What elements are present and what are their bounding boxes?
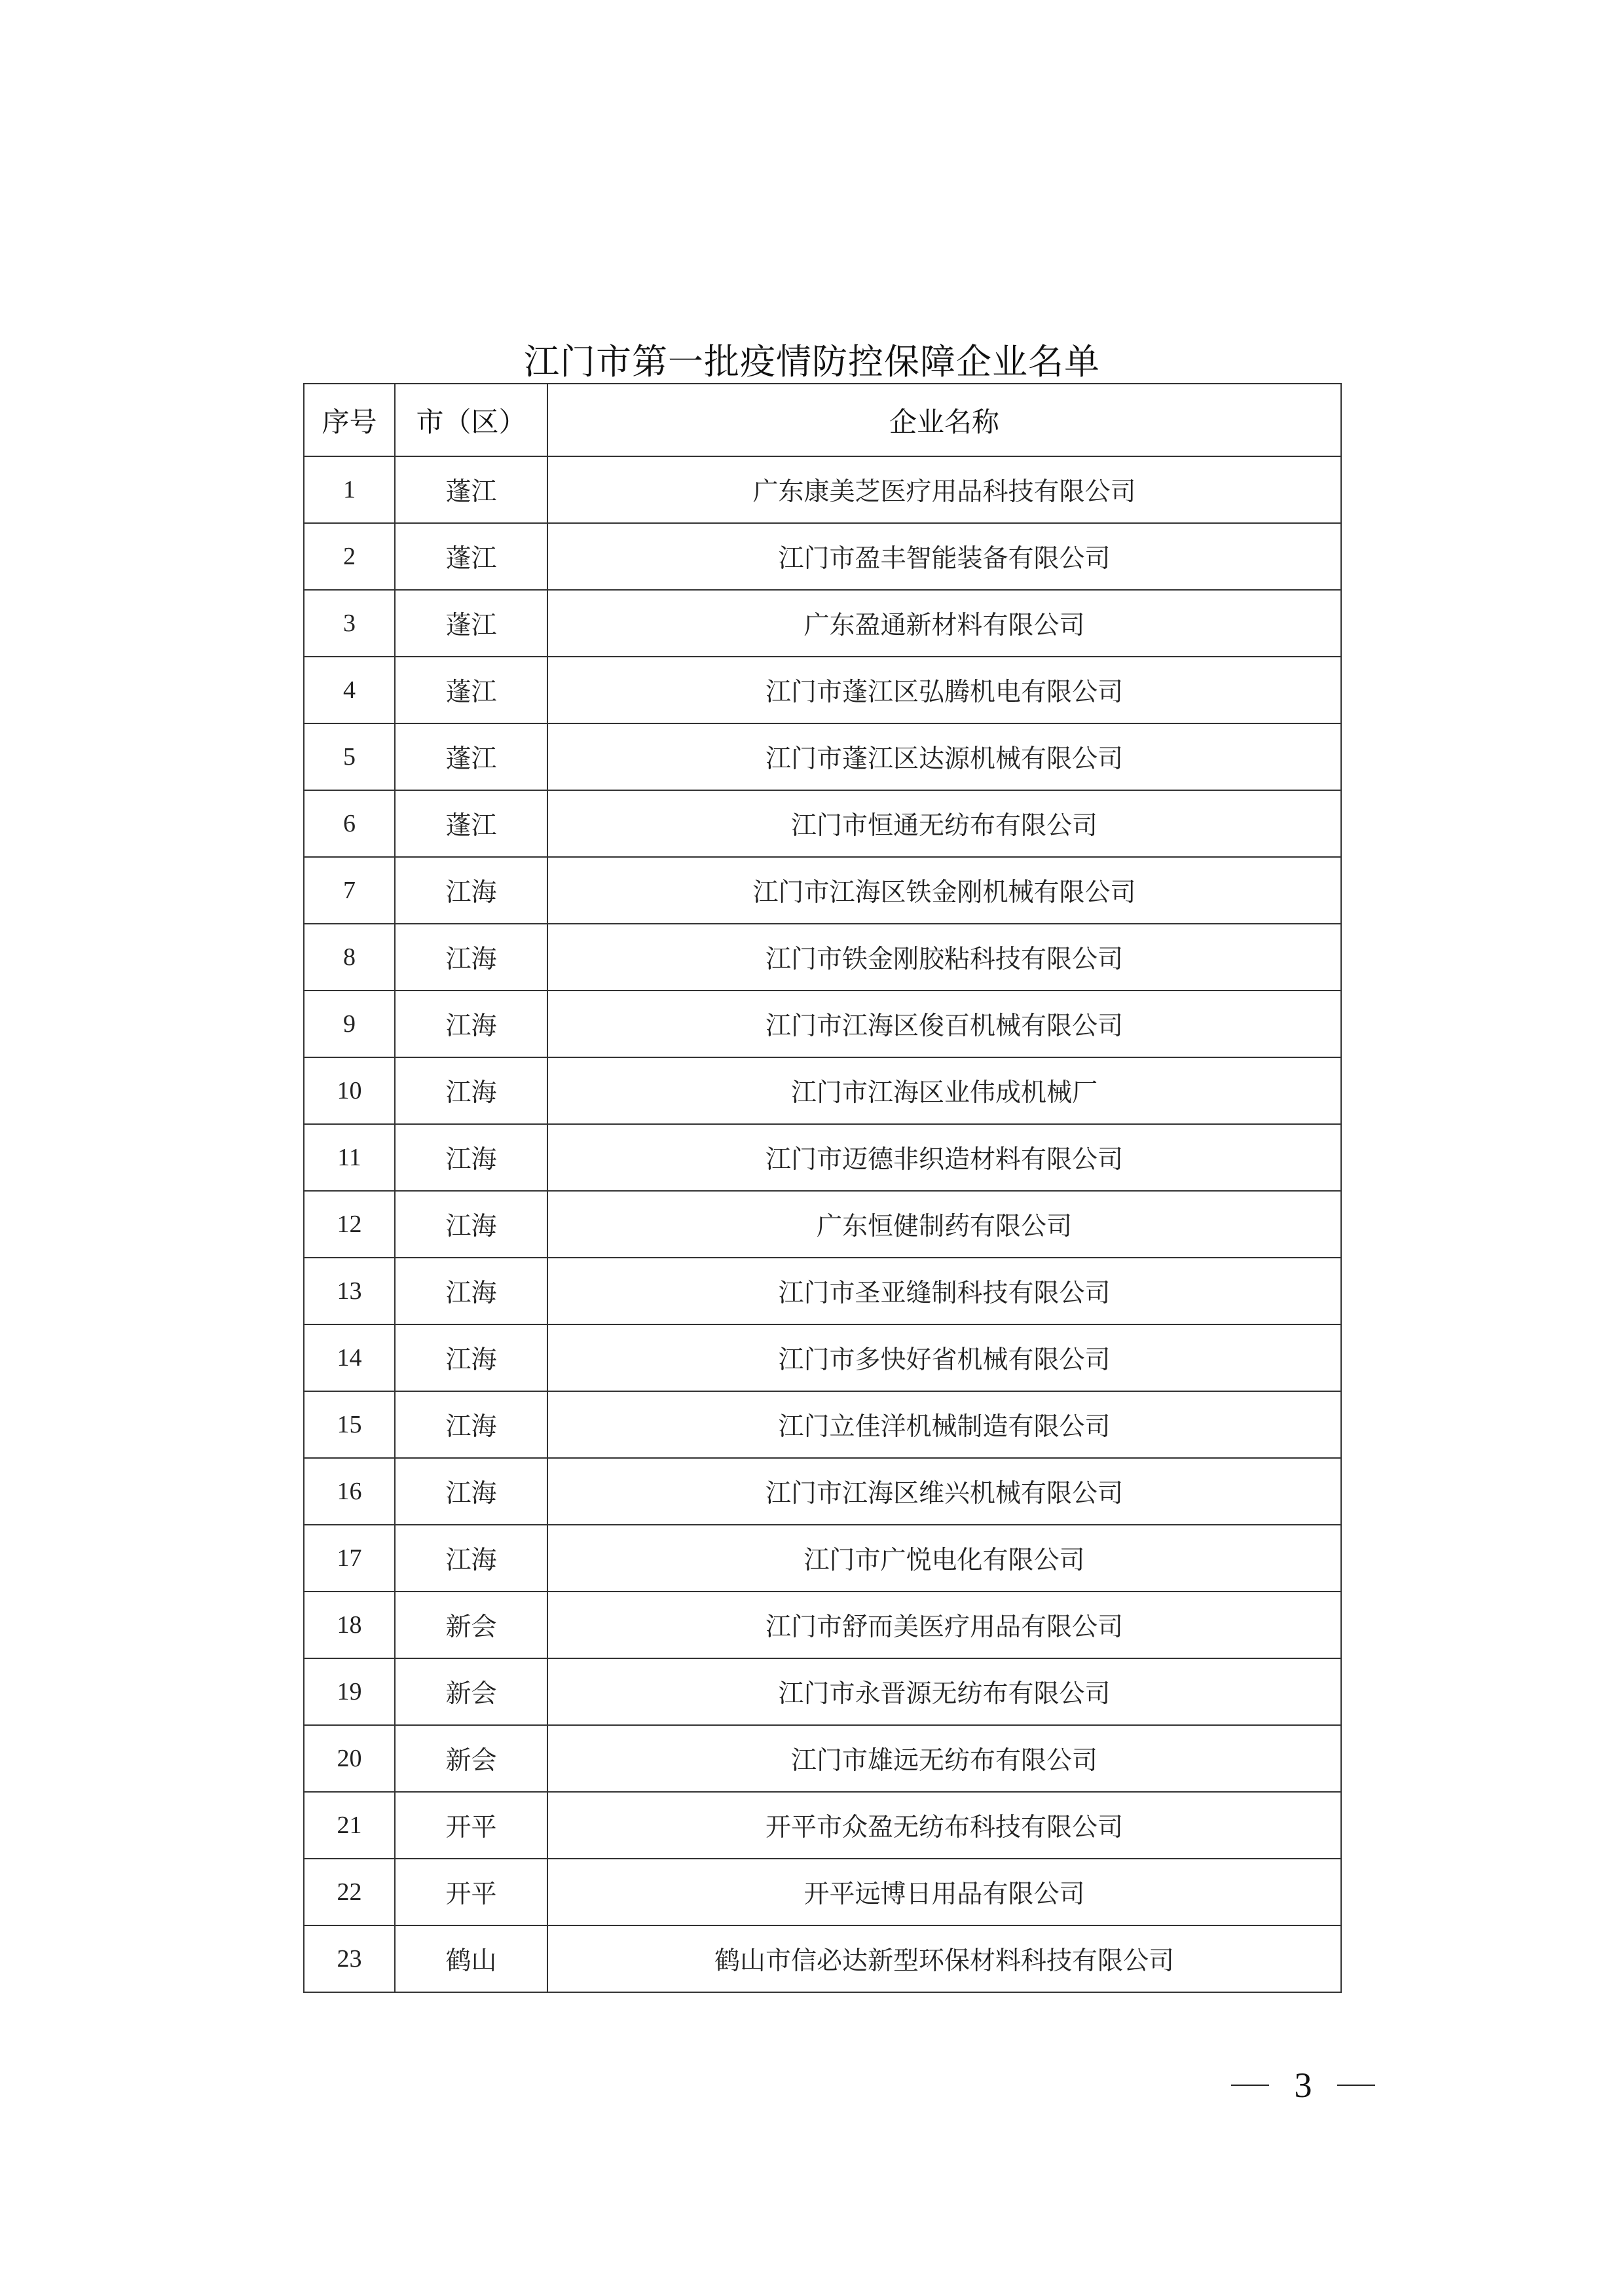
- row-enterprise-name: 江门市永晋源无纺布有限公司: [547, 1658, 1341, 1725]
- row-enterprise-name: 江门市多快好省机械有限公司: [547, 1324, 1341, 1391]
- table-row: [304, 857, 1341, 924]
- table-row: [304, 1258, 1341, 1324]
- table-row: [304, 523, 1341, 590]
- row-city-district: 蓬江: [395, 657, 547, 723]
- row-enterprise-name: 江门市江海区业伟成机械厂: [547, 1057, 1341, 1124]
- table-row: [304, 1859, 1341, 1925]
- row-city-district: 新会: [395, 1725, 547, 1792]
- row-serial-number: 15: [304, 1391, 395, 1458]
- row-serial-number: 13: [304, 1258, 395, 1324]
- row-city-district: 开平: [395, 1859, 547, 1925]
- row-serial-number: 23: [304, 1925, 395, 1992]
- row-city-district: 江海: [395, 1458, 547, 1525]
- row-city-district: 蓬江: [395, 456, 547, 523]
- table-row: [304, 1324, 1341, 1391]
- table-row: [304, 1458, 1341, 1525]
- row-enterprise-name: 广东康美芝医疗用品科技有限公司: [547, 456, 1341, 523]
- row-city-district: 江海: [395, 1258, 547, 1324]
- row-serial-number: 21: [304, 1792, 395, 1859]
- table-row: [304, 924, 1341, 991]
- row-enterprise-name: 江门市铁金刚胶粘科技有限公司: [547, 924, 1341, 991]
- row-city-district: 新会: [395, 1658, 547, 1725]
- row-enterprise-name: 江门市圣亚缝制科技有限公司: [547, 1258, 1341, 1324]
- row-enterprise-name: 开平市众盈无纺布科技有限公司: [547, 1792, 1341, 1859]
- table-row: [304, 1725, 1341, 1792]
- row-serial-number: 12: [304, 1191, 395, 1258]
- row-enterprise-name: 江门市迈德非织造材料有限公司: [547, 1124, 1341, 1191]
- table-row: [304, 1925, 1341, 1992]
- row-enterprise-name: 江门市盈丰智能装备有限公司: [547, 523, 1341, 590]
- table-row: [304, 1658, 1341, 1725]
- row-enterprise-name: 江门立佳洋机械制造有限公司: [547, 1391, 1341, 1458]
- row-enterprise-name: 广东恒健制药有限公司: [547, 1191, 1341, 1258]
- footer-dash-left: [1231, 2085, 1269, 2086]
- row-city-district: 江海: [395, 1324, 547, 1391]
- row-serial-number: 8: [304, 924, 395, 991]
- page-footer: [1231, 2062, 1375, 2108]
- row-serial-number: 11: [304, 1124, 395, 1191]
- row-city-district: 蓬江: [395, 790, 547, 857]
- row-serial-number: 16: [304, 1458, 395, 1525]
- header-city-district: 市（区）: [395, 384, 547, 456]
- row-serial-number: 10: [304, 1057, 395, 1124]
- row-enterprise-name: 开平远博日用品有限公司: [547, 1859, 1341, 1925]
- enterprise-list-table: [303, 383, 1342, 1993]
- row-city-district: 江海: [395, 1124, 547, 1191]
- table-row: [304, 790, 1341, 857]
- row-city-district: 江海: [395, 1191, 547, 1258]
- row-serial-number: 22: [304, 1859, 395, 1925]
- row-serial-number: 3: [304, 590, 395, 657]
- row-serial-number: 7: [304, 857, 395, 924]
- table-row: [304, 456, 1341, 523]
- row-city-district: 江海: [395, 991, 547, 1057]
- row-city-district: 江海: [395, 1057, 547, 1124]
- row-serial-number: 9: [304, 991, 395, 1057]
- row-enterprise-name: 江门市蓬江区达源机械有限公司: [547, 723, 1341, 790]
- header-serial-number: 序号: [304, 384, 395, 456]
- row-enterprise-name: 江门市江海区维兴机械有限公司: [547, 1458, 1341, 1525]
- row-city-district: 江海: [395, 1525, 547, 1592]
- table-row: [304, 1057, 1341, 1124]
- table-row: [304, 1124, 1341, 1191]
- row-city-district: 江海: [395, 1391, 547, 1458]
- row-enterprise-name: 江门市舒而美医疗用品有限公司: [547, 1592, 1341, 1658]
- row-serial-number: 17: [304, 1525, 395, 1592]
- row-serial-number: 2: [304, 523, 395, 590]
- row-city-district: 蓬江: [395, 723, 547, 790]
- table-row: [304, 1592, 1341, 1658]
- table-row: [304, 657, 1341, 723]
- header-row: [304, 384, 1341, 456]
- row-city-district: 蓬江: [395, 590, 547, 657]
- table-row: [304, 723, 1341, 790]
- row-city-district: 鹤山: [395, 1925, 547, 1992]
- row-enterprise-name: 江门市蓬江区弘腾机电有限公司: [547, 657, 1341, 723]
- row-city-district: 蓬江: [395, 523, 547, 590]
- table-body: [304, 456, 1341, 1992]
- row-enterprise-name: 江门市江海区铁金刚机械有限公司: [547, 857, 1341, 924]
- page-number: 3: [1294, 2066, 1312, 2105]
- row-city-district: 江海: [395, 924, 547, 991]
- row-city-district: 江海: [395, 857, 547, 924]
- row-serial-number: 14: [304, 1324, 395, 1391]
- row-serial-number: 4: [304, 657, 395, 723]
- table-row: [304, 1191, 1341, 1258]
- table-row: [304, 991, 1341, 1057]
- row-serial-number: 18: [304, 1592, 395, 1658]
- header-enterprise-name: 企业名称: [547, 384, 1341, 456]
- row-city-district: 新会: [395, 1592, 547, 1658]
- row-enterprise-name: 江门市雄远无纺布有限公司: [547, 1725, 1341, 1792]
- table-row: [304, 590, 1341, 657]
- row-serial-number: 5: [304, 723, 395, 790]
- table-row: [304, 1391, 1341, 1458]
- row-serial-number: 20: [304, 1725, 395, 1792]
- row-serial-number: 19: [304, 1658, 395, 1725]
- footer-dash-right: [1337, 2085, 1375, 2086]
- row-enterprise-name: 广东盈通新材料有限公司: [547, 590, 1341, 657]
- row-serial-number: 6: [304, 790, 395, 857]
- row-enterprise-name: 鹤山市信必达新型环保材料科技有限公司: [547, 1925, 1341, 1992]
- row-serial-number: 1: [304, 456, 395, 523]
- row-city-district: 开平: [395, 1792, 547, 1859]
- table-header: [304, 384, 1341, 456]
- row-enterprise-name: 江门市恒通无纺布有限公司: [547, 790, 1341, 857]
- document-title: 江门市第一批疫情防控保障企业名单: [524, 341, 1100, 383]
- table-row: [304, 1525, 1341, 1592]
- row-enterprise-name: 江门市广悦电化有限公司: [547, 1525, 1341, 1592]
- row-enterprise-name: 江门市江海区俊百机械有限公司: [547, 991, 1341, 1057]
- table-row: [304, 1792, 1341, 1859]
